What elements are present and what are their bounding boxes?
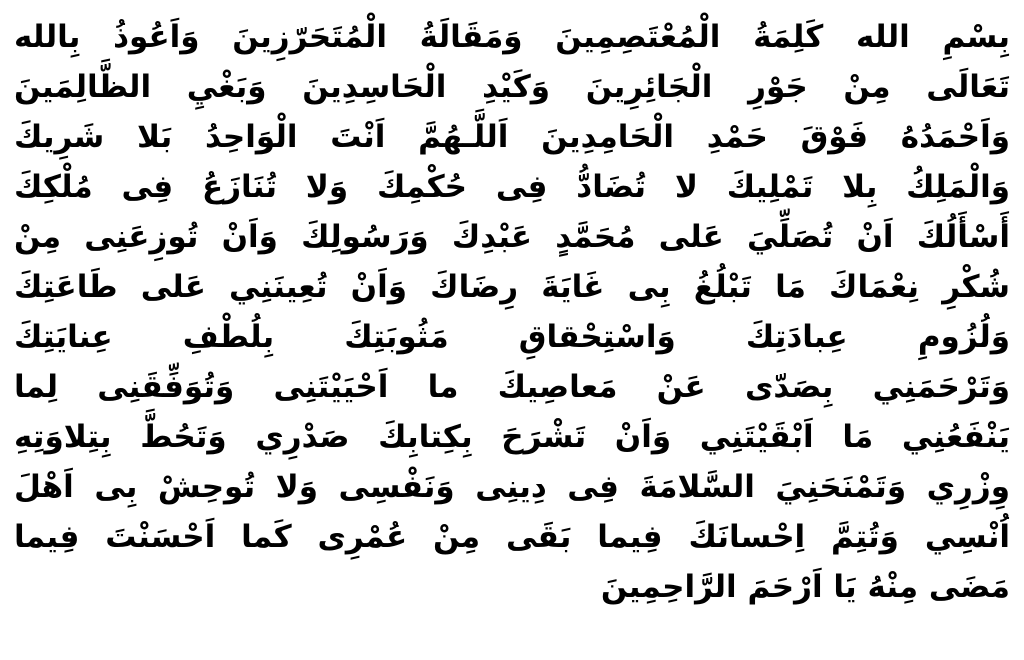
text-line-7: وَلُزُومِ عِبادَتِكَ وَاسْتِحْقاقِ مَثُوبَتِكَ بِلُطْفِ عِنايَتِكَ	[14, 319, 1010, 355]
text-line-3: وَاَحْمَدُهُ فَوْقَ حَمْدِ الْحَامِدِينَ اَللَّـهُمَّ اَنْتَ الْوَاحِدُ بَلا شَرِيكَ	[14, 119, 1010, 155]
text-line-4: وَالْمَلِكُ بِلا تَمْلِيكَ لا تُضَادُّ فِى حُكْمِكَ وَلا تُنَازَعُ فِى مُلْكِكَ	[14, 169, 1010, 205]
text-line-10: وِزْرِي وَتَمْنَحَنِيَ السَّلامَةَ فِى دِينِى وَنَفْسِى وَلا تُوحِشْ بِى اَهْلَ	[14, 469, 1010, 505]
text-line-2: تَعَالَى مِنْ جَوْرِ الْجَائِرِينَ وَكَيْدِ الْحَاسِدِينَ وَبَغْيِ الظَّالِمَينَ	[14, 69, 1010, 105]
text-line-6: شُكْرِ نِعْمَاكَ مَا تَبْلُغُ بِى غَايَةَ رِضَاكَ وَاَنْ تُعِينَنِي عَلى طَاعَتِكَ	[14, 269, 1010, 305]
arabic-text-block	[14, 12, 1010, 612]
text-line-1: بِسْمِ الله كَلِمَةُ الْمُعْتَصِمِينَ وَمَقَالَةُ الْمُتَحَرّزِينَ وَاَعُوذُ بِالله	[14, 19, 1010, 55]
text-line-12: مَضَى مِنْهُ يَا اَرْحَمَ الرَّاحِمِينَ	[600, 569, 1010, 605]
text-line-5: أَسْأَلُكَ اَنْ تُصَلِّيَ عَلى مُحَمَّدٍ عَبْدِكَ وَرَسُولِكَ وَاَنْ تُوزِعَنِى مِنْ	[14, 219, 1010, 255]
text-line-9: يَنْفَعُنِي مَا اَبْقَيْتَنِي وَاَنْ تَشْرَحَ بِكِتابِكَ صَدْرِي وَتَحُطَّ بِتِلاوَتِهِ	[14, 419, 1010, 455]
text-line-8: وَتَرْحَمَنِي بِصَدّى عَنْ مَعاصِيكَ ما اَحْيَيْتَنِى وَتُوَفِّقَنِى لِما	[14, 369, 1010, 405]
text-line-11: اُنْسِي وَتُتِمَّ اِحْسانَكَ فِيما بَقَى مِنْ عُمْرِى كَما اَحْسَنْتَ فِيما	[14, 519, 1010, 555]
